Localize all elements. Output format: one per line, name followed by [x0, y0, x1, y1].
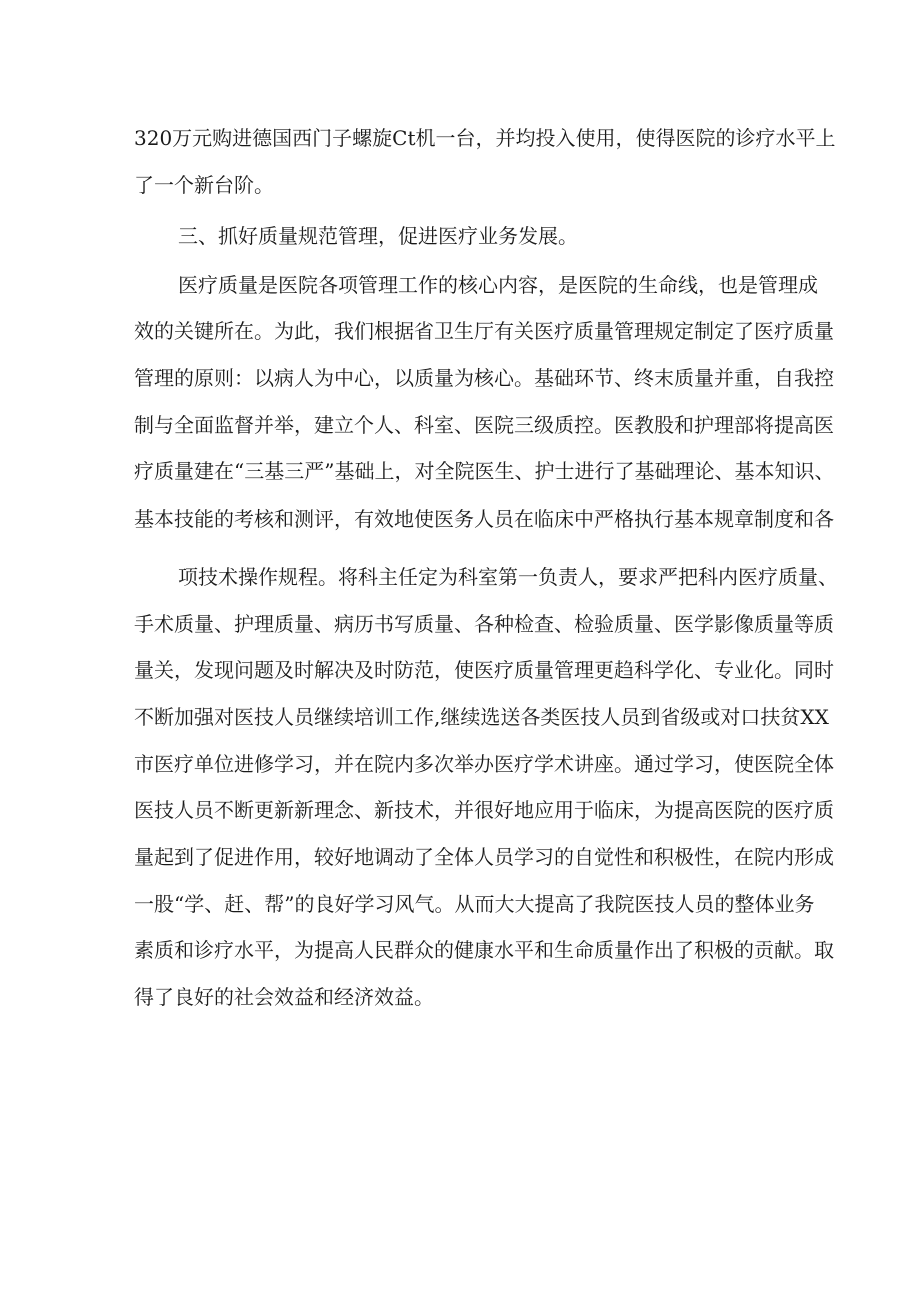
text-line: 项技术操作规程。将科主任定为科室第一负责人，要求严把科内医疗质量、 — [178, 565, 838, 589]
text-line: 320万元购进德国西门子螺旋Ct机一台，并均投入使用，使得医院的诊疗水平上 — [134, 126, 836, 150]
text-line: 素质和诊疗水平，为提高人民群众的健康水平和生命质量作出了积极的贡献。取 — [134, 938, 834, 962]
text-line: 市医疗单位进修学习，并在院内多次举办医疗学术讲座。通过学习，使医院全体 — [134, 752, 834, 776]
text-line: 医疗质量是医院各项管理工作的核心内容，是医院的生命线，也是管理成 — [178, 273, 818, 297]
text-line: 管理的原则：以病人为中心，以质量为核心。基础环节、终末质量并重，自我控 — [134, 366, 834, 390]
text-line: 效的关键所在。为此，我们根据省卫生厅有关医疗质量管理规定制定了医疗质量 — [134, 319, 834, 343]
text-line: 了一个新台阶。 — [134, 173, 274, 197]
text-line: 得了良好的社会效益和经济效益。 — [134, 985, 434, 1009]
section-heading: 三、抓好质量规范管理，促进医疗业务发展。 — [178, 224, 578, 248]
text-line: 医技人员不断更新新理念、新技术，并很好地应用于临床，为提高医院的医疗质 — [134, 798, 834, 822]
text-line: 制与全面监督并举，建立个人、科室、医院三级质控。医教股和护理部将提高医 — [134, 413, 834, 437]
text-line: 疗质量建在“三基三严”基础上，对全院医生、护士进行了基础理论、基本知识、 — [134, 459, 835, 483]
text-line: 量关，发现问题及时解决及时防范，使医疗质量管理更趋科学化、专业化。同时 — [134, 658, 834, 682]
text-line: 手术质量、护理质量、病历书写质量、各种检查、检验质量、医学影像质量等质 — [134, 612, 834, 636]
text-line: 量起到了促进作用，较好地调动了全体人员学习的自觉性和积极性，在院内形成 — [134, 845, 834, 869]
text-line: 基本技能的考核和测评，有效地使医务人员在临床中严格执行基本规章制度和各 — [134, 507, 834, 531]
text-line: 不断加强对医技人员继续培训工作,继续选送各类医技人员到省级或对口扶贫XX — [134, 705, 829, 729]
text-line: 一股“学、赶、帮”的良好学习风气。从而大大提高了我院医技人员的整体业务 — [134, 892, 815, 916]
